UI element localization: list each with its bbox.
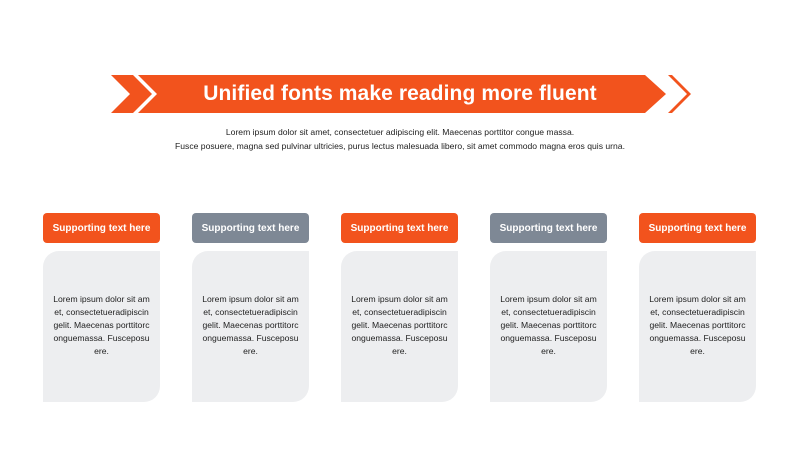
card-body	[639, 251, 756, 402]
card-4	[490, 213, 607, 402]
subtitle-line-1: Lorem ipsum dolor sit amet, consectetuer adipiscing elit. Maecenas porttitor congue massa.	[225, 127, 575, 137]
card-text: Lorem ipsum dolor sit amet, consectetueradipiscingelit. Maecenas porttitorconguemassa. Fusceposuere.	[500, 294, 597, 356]
card-header: Supporting text here	[43, 213, 160, 243]
right-chevron-icon	[668, 75, 691, 113]
card-body	[341, 251, 458, 402]
card-text: Lorem ipsum dolor sit amet, consectetueradipiscingelit. Maecenas porttitorconguemassa. Fusceposuere.	[53, 294, 150, 356]
card-text: Lorem ipsum dolor sit amet, consectetueradipiscingelit. Maecenas porttitorconguemassa. Fusceposuere.	[351, 294, 448, 356]
card-body	[490, 251, 607, 402]
subtitle-line-2: Fusce posuere, magna sed pulvinar ultricies, purus lectus malesuada libero, sit amet commodo magna eros quis urna.	[175, 140, 625, 151]
card-header: Supporting text here	[192, 213, 309, 243]
card-5	[639, 213, 756, 402]
card-3	[341, 213, 458, 402]
card-text: Lorem ipsum dolor sit amet, consectetueradipiscingelit. Maecenas porttitorconguemassa. Fusceposuere.	[649, 294, 746, 356]
card-1	[43, 213, 160, 402]
card-header: Supporting text here	[341, 213, 458, 243]
card-text: Lorem ipsum dolor sit amet, consectetueradipiscingelit. Maecenas porttitorconguemassa. Fusceposuere.	[202, 294, 299, 356]
page-title: Unified fonts make reading more fluent	[203, 82, 597, 105]
page-subtitle	[120, 126, 680, 153]
card-2	[192, 213, 309, 402]
card-header: Supporting text here	[639, 213, 756, 243]
card-body	[43, 251, 160, 402]
card-body	[192, 251, 309, 402]
card-header: Supporting text here	[490, 213, 607, 243]
